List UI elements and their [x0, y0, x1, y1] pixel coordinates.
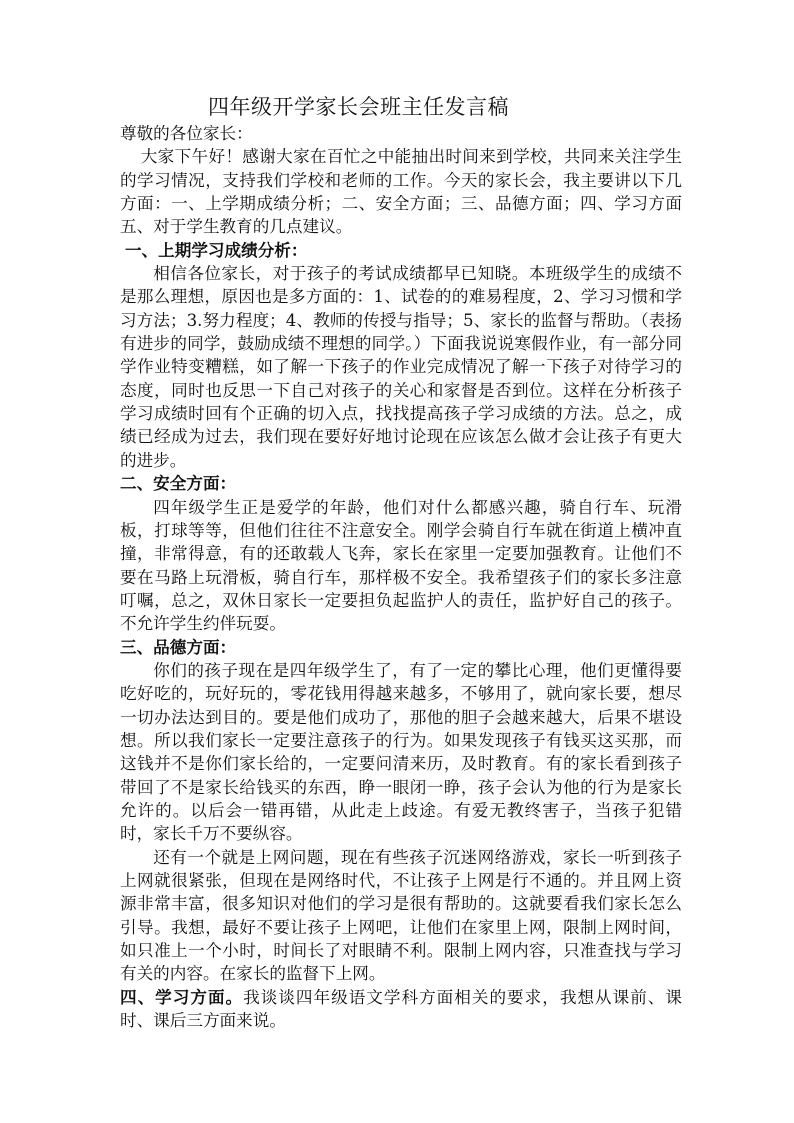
section-heading-morals: 三、品德方面： [120, 636, 237, 657]
section-heading-grades: 一、上期学习成绩分析： [124, 239, 308, 260]
intro-paragraph: 大家下午好！感谢大家在百忙之中能抽出时间来到学校，共同来关注学生的学习情况，支持我们学校和老师的工作。今天的家长会，我主要讲以下几方面：一、上学期成绩分析；二、安全方面；三、品德方面；四、学习方面 五、对于学生教育的几点建议。 [120, 147, 682, 237]
section-paragraph-morals-1: 你们的孩子现在是四年级学生了，有了一定的攀比心理，他们更懂得要吃好吃的，玩好玩的，零花钱用得越来越多，不够用了，就向家长要，想尽一切办法达到目的。要是他们成功了，那他的胆子会越来越大，后果不堪设想。所以我们家长一定要注意孩子的行为。如果发现孩子有钱买这买那，而这钱并不是你们家长给的，一定要问清来历，及时教育。有的家长看到孩子带回了不是家长给钱买的东西，睁一眼闭一睁，孩子会认为他的行为是家长允许的。以后会一错再错，从此走上歧途。有爱无教终害子，当孩子犯错时，家长千万不要纵容。 [120, 660, 682, 844]
section-paragraph-morals-2: 还有一个就是上网问题，现在有些孩子沉迷网络游戏，家长一听到孩子上网就很紧张，但现在是网络时代，不让孩子上网是行不通的。并且网上资源非常丰富，很多知识对他们的学习是很有帮助的。这就要看我们家长怎么引导。我想，最好不要让孩子上网吧，让他们在家里上网，限制上网时间，如只准上一个小时，时间长了对眼睛不利。限制上网内容，只准查找与学习有关的内容。在家长的监督下上网。 [120, 847, 682, 984]
document-page [120, 92, 682, 1032]
document-title: 四年级开学家长会班主任发言稿 [208, 95, 509, 119]
section-study [120, 986, 682, 1033]
section-heading-study: 四、学习方面。 [120, 986, 244, 1007]
section-paragraph-safety: 四年级学生正是爱学的年龄，他们对什么都感兴趣，骑自行车、玩滑板，打球等等，但他们往往不注意安全。刚学会骑自行车就在街道上横冲直撞，非常得意，有的还敢载人飞奔，家长在家里一定要加强教育。让他们不要在马路上玩滑板，骑自行车，那样极不安全。我希望孩子们的家长多注意叮嘱，总之，双休日家长一定要担负起监护人的责任，监护好自己的孩子。不允许学生约伴玩耍。 [120, 497, 682, 634]
greeting-line: 尊敬的各位家长： [120, 124, 253, 143]
section-heading-safety: 二、安全方面： [120, 473, 237, 494]
section-paragraph-grades: 相信各位家长，对于孩子的考试成绩都早已知晓。本班级学生的成绩不是那么理想，原因也是多方面的：1、试卷的的难易程度，2、学习习惯和学习方法；3.努力程度；4、教师的传授与指导；5、家长的监督与帮助。（表扬有进步的同学，鼓励成绩不理想的同学。）下面我说说寒假作业，有一部分同学作业特变糟糕，如了解一下孩子的作业完成情况了解一下孩子对待学习的态度，同时也反思一下自己对孩子的关心和家督是否到位。这样在分析孩子学习成绩时回有个正确的切入点，找找提高孩子学习成绩的方法。总之，成绩已经成为过去，我们现在要好好地讨论现在应该怎么做才会让孩子有更大的进步。 [120, 264, 682, 470]
section-paragraph-study: 我谈谈四年级语文学科方面相关的要求，我想从课前、课时、课后三方面来说。 [120, 987, 682, 1031]
